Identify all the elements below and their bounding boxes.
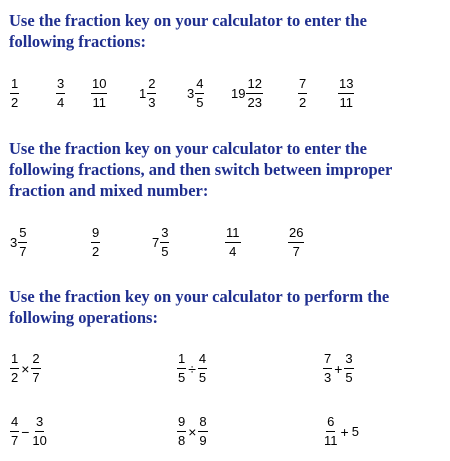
section-1-heading (9, 10, 445, 52)
numerator: 7 (323, 352, 332, 369)
operation-divide (177, 352, 207, 385)
fraction (323, 415, 339, 448)
operator-symbol: ÷ (188, 360, 196, 377)
fraction (195, 77, 204, 110)
denominator: 2 (92, 244, 100, 259)
denominator: 5 (198, 370, 207, 385)
fraction (225, 226, 241, 259)
fraction (246, 77, 262, 110)
numerator: 3 (35, 415, 44, 432)
denominator: 2 (11, 95, 19, 110)
numerator: 4 (198, 352, 207, 369)
fraction (298, 77, 307, 110)
denominator: 5 (345, 370, 353, 385)
denominator: 8 (178, 433, 186, 448)
numerator: 11 (225, 226, 241, 243)
denominator: 5 (161, 244, 169, 259)
fraction-26-7 (288, 226, 304, 259)
numerator: 2 (147, 77, 156, 94)
fraction (344, 352, 353, 385)
fraction (31, 352, 40, 385)
denominator: 2 (11, 370, 19, 385)
denominator: 4 (57, 95, 65, 110)
fraction (338, 77, 354, 110)
section-1-heading-line-2: following fractions: (9, 32, 147, 51)
numerator: 5 (18, 226, 27, 243)
fraction (56, 77, 65, 110)
whole-part: 3 (187, 86, 195, 101)
fraction (31, 415, 47, 448)
section-3-heading-line-1: Use the fraction key on your calculator to perform the (9, 287, 390, 306)
denominator: 5 (178, 370, 186, 385)
numerator: 7 (298, 77, 307, 94)
fraction-7-2 (298, 77, 307, 110)
numerator: 3 (56, 77, 65, 94)
fraction (91, 226, 100, 259)
numerator: 9 (91, 226, 100, 243)
fraction-13-11 (338, 77, 354, 110)
whole-part: 7 (152, 235, 160, 250)
numerator: 10 (91, 77, 107, 94)
denominator: 11 (339, 95, 353, 110)
fraction (177, 352, 186, 385)
fraction-10-11 (91, 77, 107, 110)
section-2-heading-line-3: fraction and mixed number: (9, 181, 209, 200)
mixed-number-19-12-23 (231, 77, 263, 110)
numerator: 26 (288, 226, 304, 243)
numerator: 8 (198, 415, 207, 432)
operator-symbol: × (21, 360, 30, 377)
numerator: 4 (195, 77, 204, 94)
numerator: 3 (344, 352, 353, 369)
denominator: 5 (196, 95, 204, 110)
denominator: 3 (324, 370, 332, 385)
operation-add-1 (323, 352, 354, 385)
denominator: 4 (229, 244, 237, 259)
fraction (147, 77, 156, 110)
fraction (91, 77, 107, 110)
operator-symbol: + (340, 423, 349, 440)
operation-subtract (10, 415, 48, 448)
fraction (10, 77, 19, 110)
section-2-heading (9, 138, 445, 201)
fraction-3-4 (56, 77, 65, 110)
mixed-number-3-5-7 (10, 226, 27, 259)
numerator: 1 (10, 77, 19, 94)
operation-multiply-1 (10, 352, 41, 385)
fraction-9-2 (91, 226, 100, 259)
fraction (10, 415, 19, 448)
fraction (160, 226, 169, 259)
numerator: 4 (10, 415, 19, 432)
numerator: 2 (31, 352, 40, 369)
fraction (288, 226, 304, 259)
fraction (18, 226, 27, 259)
operation-multiply-2 (177, 415, 208, 448)
mixed-number-7-3-5 (152, 226, 169, 259)
whole-number-operand: 5 (351, 424, 359, 439)
numerator: 3 (160, 226, 169, 243)
denominator: 7 (292, 244, 300, 259)
fraction (10, 352, 19, 385)
denominator: 7 (32, 370, 40, 385)
mixed-number-1-2-3 (139, 77, 156, 110)
denominator: 10 (32, 433, 47, 448)
mixed-number-3-4-5 (187, 77, 204, 110)
section-3-heading-line-2: following operations: (9, 308, 158, 327)
numerator: 13 (338, 77, 354, 94)
section-3-heading (9, 286, 445, 328)
section-2-heading-line-2: following fractions, and then switch between improper (9, 160, 393, 179)
whole-part: 19 (231, 86, 246, 101)
denominator: 7 (19, 244, 27, 259)
whole-part: 1 (139, 86, 147, 101)
numerator: 1 (10, 352, 19, 369)
numerator: 1 (177, 352, 186, 369)
numerator: 6 (326, 415, 335, 432)
denominator: 2 (299, 95, 307, 110)
operation-add-2 (323, 415, 359, 448)
operator-symbol: + (334, 360, 343, 377)
denominator: 11 (92, 95, 106, 110)
denominator: 3 (148, 95, 156, 110)
fraction (177, 415, 186, 448)
denominator: 9 (199, 433, 207, 448)
whole-part: 3 (10, 235, 18, 250)
section-1-heading-line-1: Use the fraction key on your calculator to enter the (9, 11, 367, 30)
fraction-11-4 (225, 226, 241, 259)
numerator: 12 (246, 77, 262, 94)
denominator: 23 (247, 95, 262, 110)
operator-symbol: × (188, 423, 197, 440)
operator-symbol: − (21, 423, 30, 440)
fraction (198, 352, 207, 385)
fraction-1-2 (10, 77, 19, 110)
denominator: 11 (324, 433, 338, 448)
section-2-heading-line-1: Use the fraction key on your calculator to enter the (9, 139, 367, 158)
numerator: 9 (177, 415, 186, 432)
fraction (323, 352, 332, 385)
fraction (198, 415, 207, 448)
denominator: 7 (11, 433, 19, 448)
